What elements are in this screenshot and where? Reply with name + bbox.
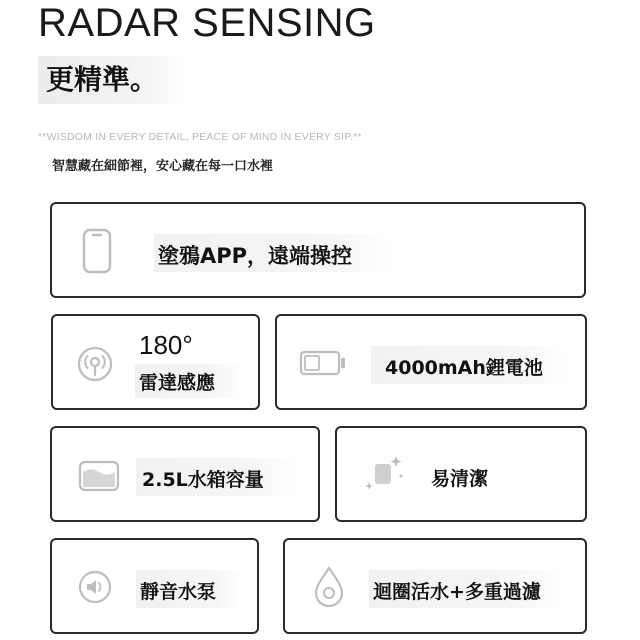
feature-card-battery [275,314,587,410]
feature-label-app: 塗鴉APP，遠端操控 [158,244,353,268]
radar-angle: 180° [139,330,193,360]
battery-icon [299,350,347,376]
sparkle-clean-icon [363,452,407,496]
feature-label-filter: 迴圈活水+多重過濾 [373,581,541,603]
feature-label-radar: 雷達感應 [139,372,216,394]
speaker-icon [78,570,112,604]
page-subtitle: 更精準。 [46,63,159,96]
feature-label-tank: 2.5L水箱容量 [142,469,264,491]
phone-icon [82,228,112,274]
feature-card-clean [335,426,587,522]
radar-sensor-icon [77,346,113,382]
feature-card-filter [283,538,587,634]
tagline-chinese: 智慧藏在細節裡，安心藏在每一口水裡 [52,159,274,174]
water-tank-icon [78,460,120,492]
water-drop-icon [313,566,345,608]
feature-card-radar [51,314,260,410]
feature-card-pump [50,538,259,634]
tagline-english: **WISDOM IN EVERY DETAIL, PEACE OF MIND IN EVERY SIP.** [38,131,362,143]
feature-label-clean: 易清潔 [431,468,489,490]
feature-label-pump: 靜音水泵 [140,581,217,603]
page-title: RADAR SENSING [38,1,376,45]
feature-card-tank [50,426,320,522]
feature-card-app [50,202,586,298]
feature-label-battery: 4000mAh鋰電池 [385,357,543,379]
